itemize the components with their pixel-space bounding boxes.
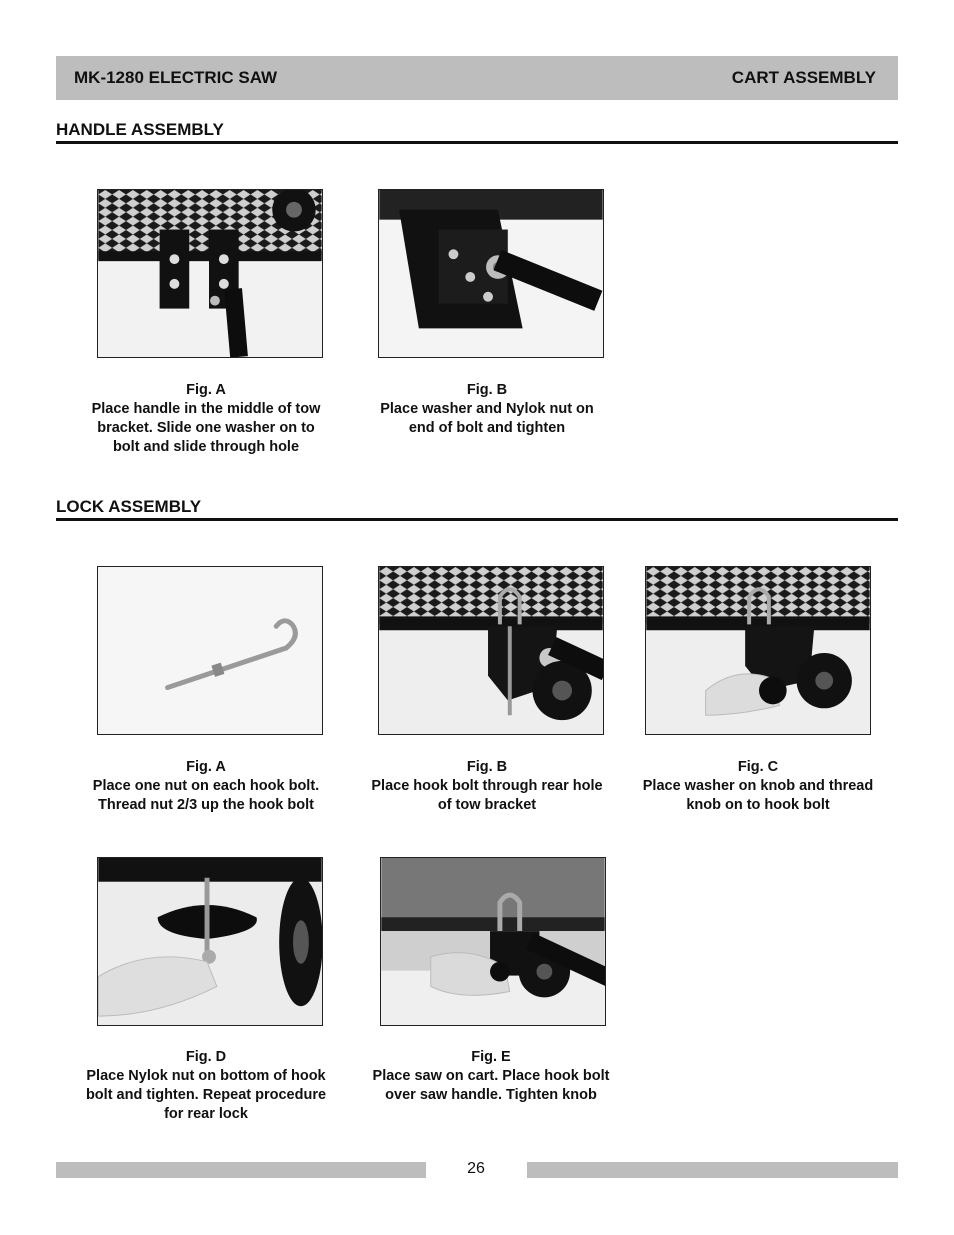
handle-fig-a-caption (74, 381, 338, 457)
fig-text: Place washer on knob and thread knob on to hook bolt (642, 778, 874, 813)
fig-label: Fig. D (185, 1049, 227, 1065)
lock-fig-d-photo (97, 857, 323, 1026)
lock-fig-e-photo (380, 857, 606, 1026)
lock-fig-c-photo (645, 566, 871, 735)
lock-fig-b-caption (355, 758, 619, 815)
lock-fig-e-caption (359, 1048, 623, 1105)
lock-fig-a-caption (74, 758, 338, 815)
lock-fig-c-caption (626, 758, 890, 815)
lock-fig-a-photo (97, 566, 323, 735)
fig-text: Place washer and Nylok nut on end of bolt and tighten (380, 401, 594, 436)
fig-label: Fig. A (186, 382, 226, 398)
fig-text: Place saw on cart. Place hook bolt over saw handle. Tighten knob (372, 1068, 610, 1103)
handle-fig-b-caption (355, 381, 619, 438)
handle-fig-b-photo (378, 189, 604, 358)
page-header (56, 56, 898, 100)
footer-bar-right (527, 1162, 898, 1178)
page-number: 26 (467, 1160, 485, 1177)
lock-assembly-heading: LOCK ASSEMBLY (56, 497, 898, 521)
handle-assembly-heading: HANDLE ASSEMBLY (56, 120, 898, 144)
handle-fig-a-photo (97, 189, 323, 358)
header-section-title: CART ASSEMBLY (731, 68, 876, 87)
fig-label: Fig. B (466, 382, 508, 398)
fig-text: Place one nut on each hook bolt. Thread nut 2/3 up the hook bolt (92, 778, 320, 813)
fig-label: Fig. A (186, 759, 226, 775)
fig-text: Place handle in the middle of tow bracket. Slide one washer on to bolt and slide through hole (91, 401, 321, 455)
footer-bar-left (56, 1162, 426, 1178)
fig-label: Fig. C (737, 759, 779, 775)
fig-label: Fig. E (471, 1049, 511, 1065)
fig-text: Place Nylok nut on bottom of hook bolt and tighten. Repeat procedure for rear lock (85, 1068, 327, 1122)
header-product-title: MK-1280 ELECTRIC SAW (74, 68, 278, 87)
fig-label: Fig. B (466, 759, 508, 775)
lock-fig-d-caption (74, 1048, 338, 1124)
fig-text: Place hook bolt through rear hole of tow bracket (371, 778, 603, 813)
lock-fig-b-photo (378, 566, 604, 735)
